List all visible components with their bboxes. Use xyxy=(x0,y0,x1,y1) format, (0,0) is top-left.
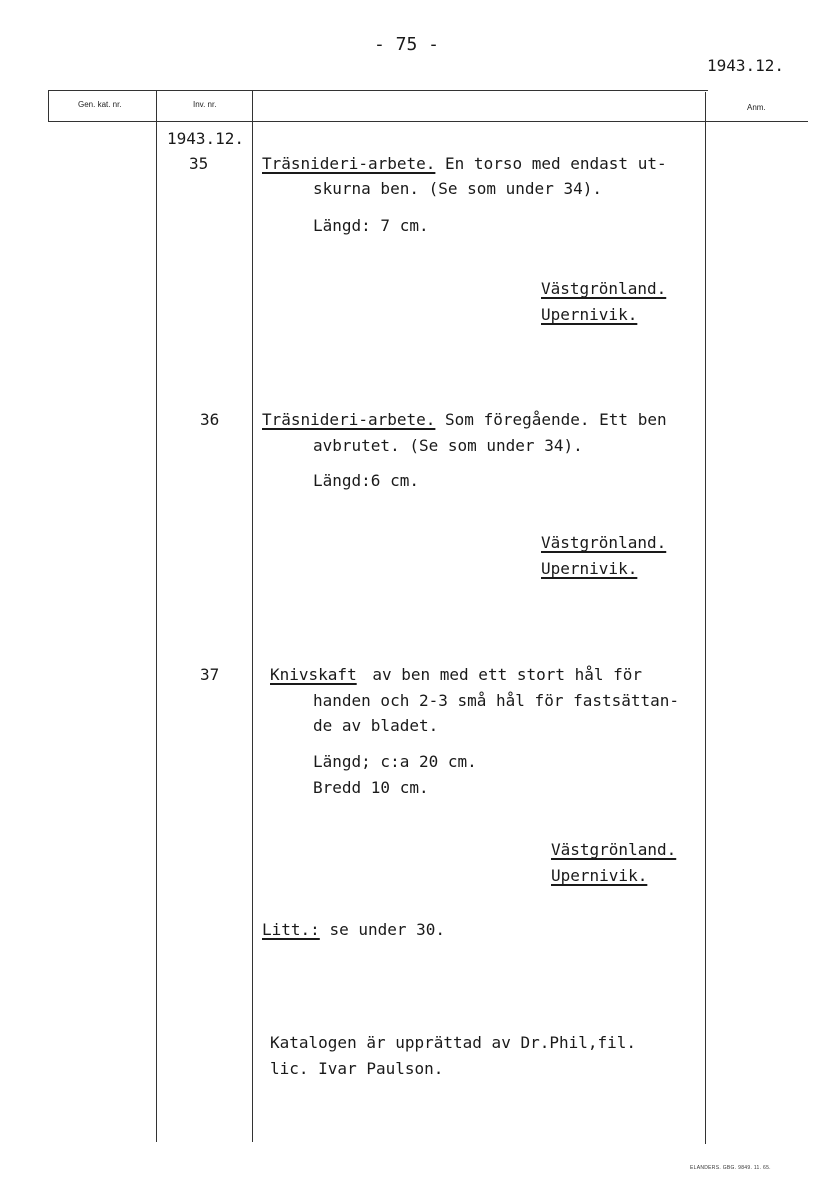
entry-36-title: Träsnideri-arbete. xyxy=(262,410,436,429)
entry-37-line3: de av bladet. xyxy=(313,716,439,735)
entry-36-region: Västgrönland. xyxy=(541,533,667,552)
litt-label: Litt.: xyxy=(262,920,320,939)
table-left-edge xyxy=(48,90,49,121)
inv-date: 1943.12. xyxy=(167,129,245,148)
column-divider-inv-text xyxy=(252,90,253,1142)
entry-36-line1 xyxy=(262,410,667,429)
header-gen-kat-nr: Gen. kat. nr. xyxy=(78,100,122,109)
page-number: - 75 - xyxy=(374,34,440,55)
entry-35-length: Längd: 7 cm. xyxy=(313,216,429,235)
litt-text: se under 30. xyxy=(329,920,446,939)
closing-line2: lic. Ivar Paulson. xyxy=(270,1059,444,1078)
entry-36-line1-rest: Som föregående. Ett ben xyxy=(445,410,667,429)
entry-37-length: Längd; c:a 20 cm. xyxy=(313,752,477,771)
header-inv-nr: Inv. nr. xyxy=(193,100,217,109)
entry-35-region: Västgrönland. xyxy=(541,279,667,298)
entry-37-line2: handen och 2-3 små hål för fastsättan- xyxy=(313,691,680,710)
entry-35-line1 xyxy=(262,154,667,173)
entry-35-number: 35 xyxy=(189,154,209,173)
entry-35-place: Upernivik. xyxy=(541,305,638,324)
entry-36-length: Längd:6 cm. xyxy=(313,471,419,490)
entry-35-line2: skurna ben. (Se som under 34). xyxy=(313,179,602,198)
entry-37-title: Knivskaft xyxy=(270,665,357,684)
table-header-rule xyxy=(48,121,808,122)
header-anm: Anm. xyxy=(747,103,766,112)
entry-37-line1 xyxy=(270,665,642,684)
column-divider-gen-inv xyxy=(156,90,157,1142)
entry-37-width: Bredd 10 cm. xyxy=(313,778,429,797)
entry-36-number: 36 xyxy=(200,410,220,429)
closing-line1: Katalogen är upprättad av Dr.Phil,fil. xyxy=(270,1033,637,1052)
date-top-right: 1943.12. xyxy=(707,56,785,75)
entry-35-line1-rest: En torso med endast ut- xyxy=(445,154,667,173)
entry-37-place: Upernivik. xyxy=(551,866,648,885)
entry-35-title: Träsnideri-arbete. xyxy=(262,154,436,173)
entry-37-line1-rest: av ben med ett stort hål för xyxy=(372,665,643,684)
entry-37-number: 37 xyxy=(200,665,220,684)
table-top-rule xyxy=(48,90,708,91)
column-divider-text-anm xyxy=(705,92,706,1144)
litt-line xyxy=(262,920,445,939)
entry-37-region: Västgrönland. xyxy=(551,840,677,859)
printer-imprint: ELANDERS. GBG. 9849. 11. 65. xyxy=(690,1165,771,1171)
entry-36-place: Upernivik. xyxy=(541,559,638,578)
entry-36-line2: avbrutet. (Se som under 34). xyxy=(313,436,583,455)
